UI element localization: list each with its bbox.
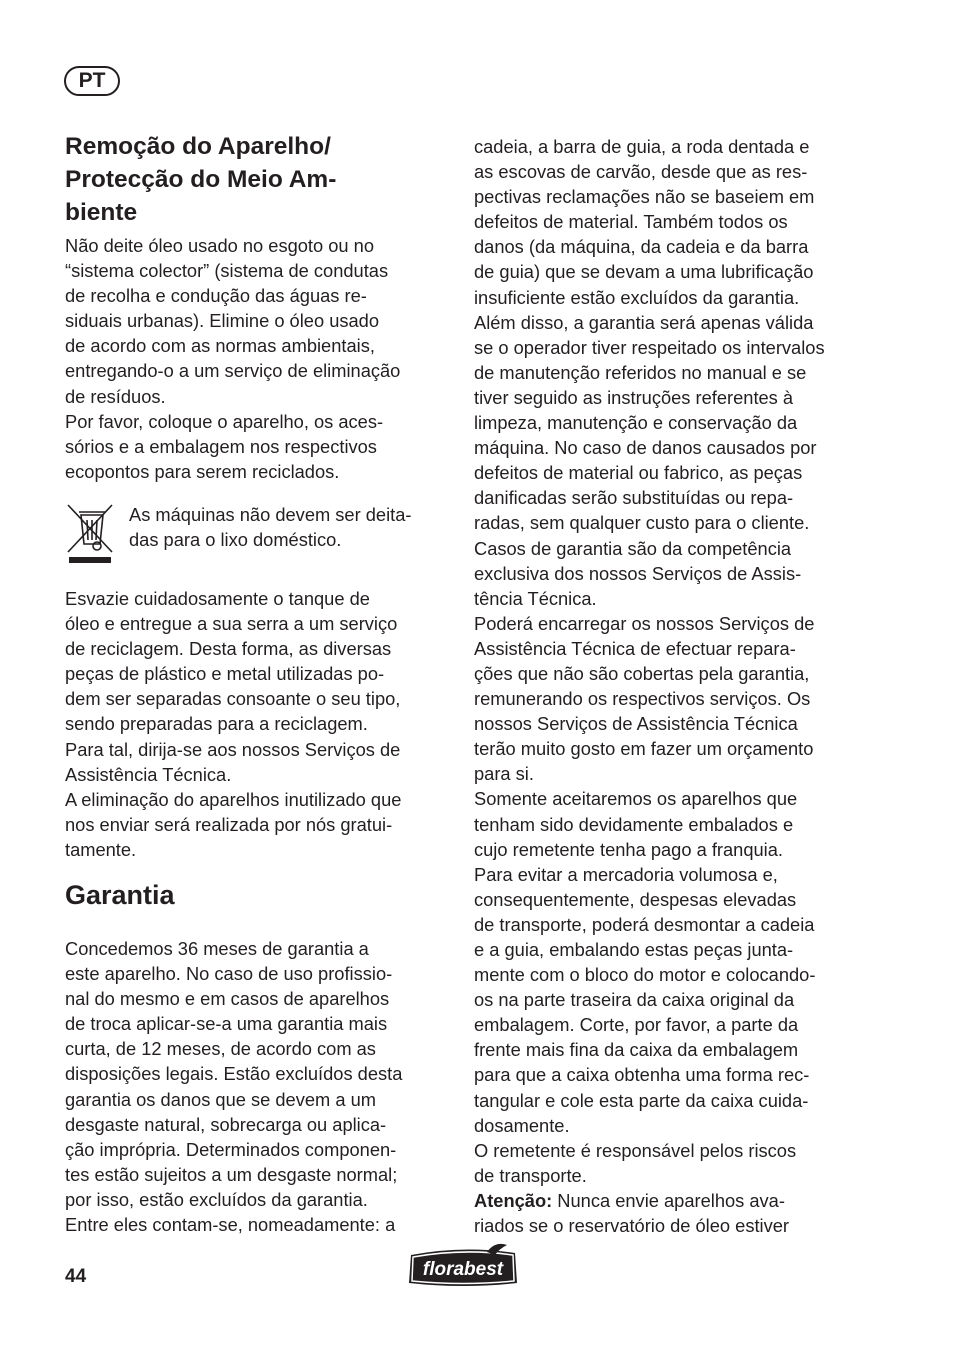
removal-paragraph: Por favor, coloque o aparelho, os aces- sórios e a embalagem nos respectivos ecopontos para serem reciclados. (65, 410, 384, 482)
warranty-paragraph: O remetente é responsável pelos riscos de transporte. (474, 1139, 797, 1186)
left-column (65, 130, 450, 1237)
warranty-heading: Garantia (65, 879, 175, 910)
removal-paragraph: Esvazie cuidadosamente o tanque de óleo e entregue a sua serra a um serviço de reciclagem. Desta forma, as diversas peças de plástico e metal utilizadas po- dem ser separadas consoante o seu tipo, sendo preparadas para a reciclagem. (65, 587, 401, 735)
warranty-paragraph: Além disso, a garantia será apenas válida se o operador tiver respeitado os intervalos de manutenção referidos no manual e se tiver seguido as instruções referentes à limpeza, manutenção e conservação da máquina. No caso de danos causados por defeitos de material ou fabrico, as peças danificadas serão substituídas ou repa- radas, sem qualquer custo para o cliente. (474, 311, 825, 534)
attention-paragraph (474, 1188, 864, 1238)
attention-label: Atenção: (474, 1189, 553, 1211)
page-number: 44 (65, 1266, 87, 1287)
attention-text: Nunca envie aparelhos ava- riados se o reservatório de óleo estiver (474, 1189, 790, 1237)
removal-paragraph: A eliminação do aparelhos inutilizado que nos enviar será realizada por nós gratui- tamente. (65, 788, 402, 860)
language-badge: PT (64, 66, 120, 96)
warranty-paragraph: Concedemos 36 meses de garantia a este aparelho. No caso de uso profissio- nal do mesmo e em casos de aparelhos de troca aplicar-se-a uma garantia mais curta, de 12 meses, de acordo com as disposições legais. Estão excluídos desta garantia os danos que se devem a um desgaste natural, sobrecarga ou aplica- ção imprópria. Determinados componen- tes estão sujeitos a um desgaste normal; por isso, estão excluídos da garantia. Entre eles contam-se, nomeadamente: a (65, 937, 403, 1235)
weee-note: As máquinas não devem ser deita- das para o lixo doméstico. (129, 503, 412, 551)
logo-text: florabest (422, 1259, 504, 1280)
removal-paragraph: Não deite óleo usado no esgoto ou no “sistema colector” (sistema de condutas de recolha e condução das águas re- siduais urbanas). Elimine o óleo usado de acordo com as normas ambientais, entregando-o a um serviço de eliminação de resíduos. (65, 235, 401, 407)
crossed-out-wheelie-bin-icon (65, 502, 115, 564)
warranty-paragraph: Casos de garantia são da competência exclusiva dos nossos Serviços de Assis- tência Técnica. (474, 537, 802, 609)
removal-heading: Remoção do Aparelho/ Protecção do Meio Am- biente (65, 133, 337, 226)
removal-paragraph: Para tal, dirija-se aos nossos Serviços de Assistência Técnica. (65, 738, 401, 785)
florabest-logo (405, 1243, 521, 1289)
warranty-paragraph: Somente aceitaremos os aparelhos que tenham sido devidamente embalados e cujo remetente tenha pago a franquia. Para evitar a mercadoria volumosa e, consequentemente, despesas elevadas de transporte, poderá desmontar a cadeia e a guia, embalando estas peças junta- mente com o bloco do motor e colocando- os na parte traseira da caixa original da embalagem. Corte, por favor, a parte da frente mais fina da caixa da embalagem para que a caixa obtenha uma forma rec- tangular e cole esta parte da caixa cuida- dosamente. (474, 788, 816, 1136)
weee-notice (65, 502, 450, 564)
warranty-paragraph: cadeia, a barra de guia, a roda dentada e as escovas de carvão, desde que as res- pectivas reclamações não se baseiem em defeitos de material. Também todos os danos (da máquina, da cadeia e da barra de guia) que se devam a uma lubrificação insuficiente estão excluídos da garantia. (474, 136, 815, 308)
right-column (474, 134, 864, 1238)
warranty-paragraph: Poderá encarregar os nossos Serviços de Assistência Técnica de efectuar repara- ções que não são cobertas pela garantia, remunerando os respectivos serviços. Os nossos Serviços de Assistência Técnica terão muito gosto em fazer um orçamento para si. (474, 612, 815, 785)
